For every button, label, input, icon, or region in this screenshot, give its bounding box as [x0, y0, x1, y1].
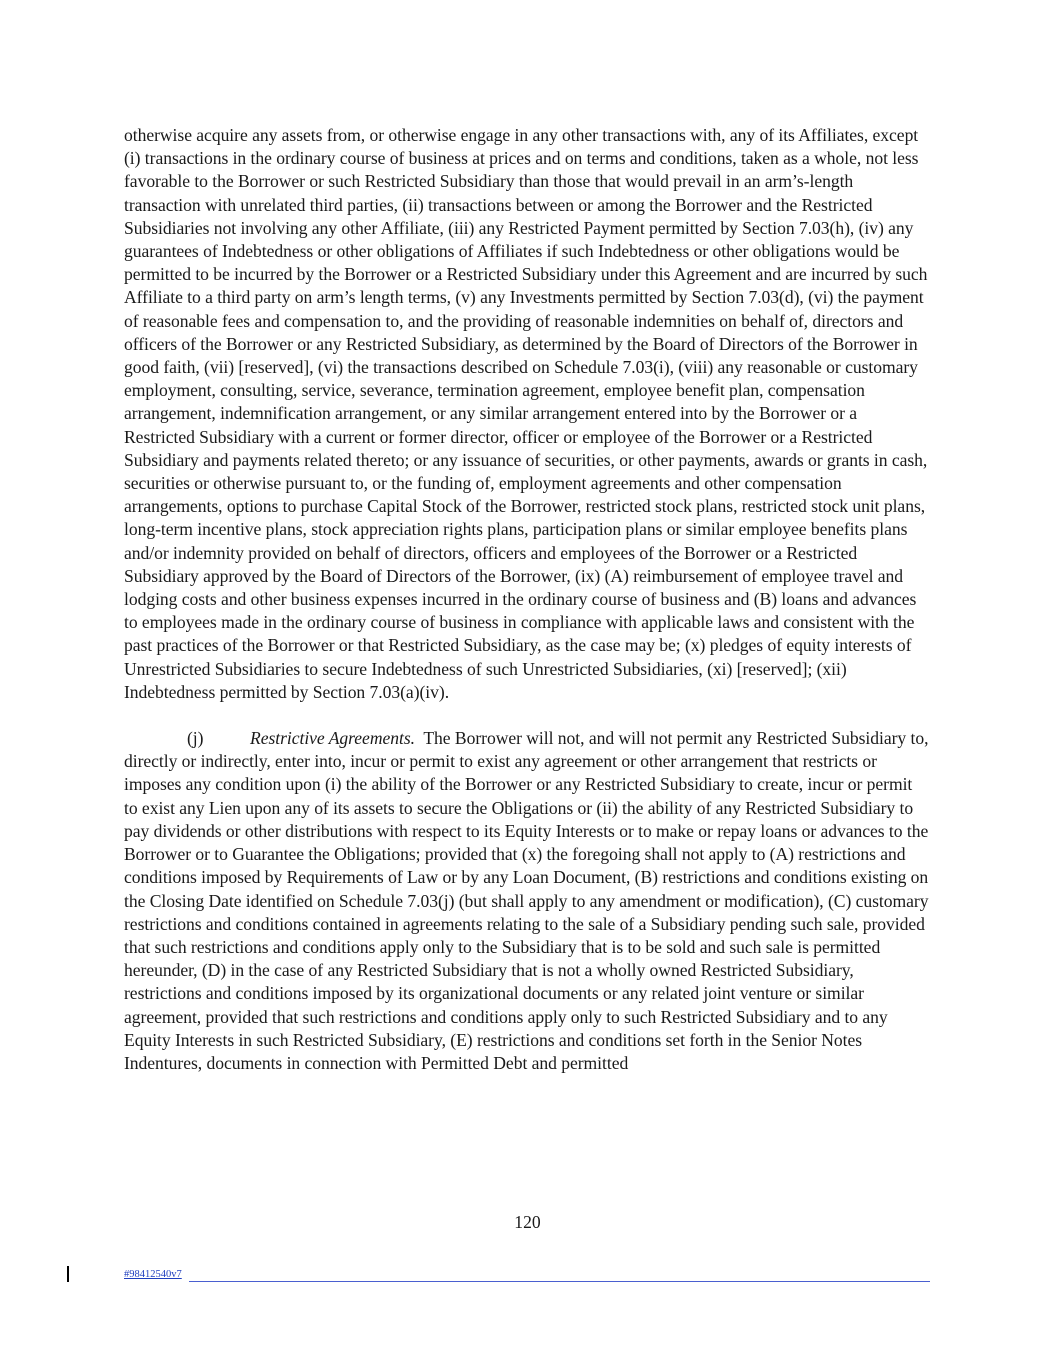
footer-rule	[189, 1281, 930, 1282]
section-text: The Borrower will not, and will not permit any Restricted Subsidiary to, directly or indirectly, enter into, incur or permit to exist any agreement or other arrangement that restricts or imposes any condition upon (i) the ability of the Borrower or any Restricted Subsidiary to create, incur or permit to exist any Lien upon any of its assets to secure the Obligations or (ii) the ability of any Restricted Subsidiary to pay dividends or other distributions with respect to its Equity Interests or to make or repay loans or advances to the Borrower or to Guarantee the Obligations; provided that (x) the foregoing shall not apply to (A) restrictions and conditions imposed by Requirements of Law or by any Loan Document, (B) restrictions and conditions existing on the Closing Date identified on Schedule 7.03(j) (but shall apply to any amendment or modification), (C) customary restrictions and conditions contained in agreements relating to the sale of a Subsidiary pending such sale, provided that such restrictions and conditions apply only to the Subsidiary that is to be sold and such sale is permitted hereunder, (D) in the case of any Restricted Subsidiary that is not a wholly owned Restricted Subsidiary, restrictions and conditions imposed by its organizational documents or any related joint venture or similar agreement, provided that such restrictions and conditions apply only to such Restricted Subsidiary and to any Equity Interests in such Restricted Subsidiary, (E) restrictions and conditions set forth in the Senior Notes Indentures, documents in connection with Permitted Debt and permitted	[124, 728, 929, 1073]
page-body	[124, 124, 930, 1075]
section-label: (j)	[187, 728, 204, 749]
document-id: #98412540v7	[124, 1269, 182, 1280]
revision-change-bar	[67, 1266, 69, 1282]
page-number: 120	[514, 1212, 541, 1232]
section-heading: Restrictive Agreements.	[250, 728, 415, 749]
paragraph-restrictive-agreements	[124, 727, 930, 1075]
paragraph-affiliate-transactions: otherwise acquire any assets from, or otherwise engage in any other transactions with, any of its Affiliates, except (i) transactions in the ordinary course of business at prices and on terms and conditions, taken as a whole, not less favorable to the Borrower or such Restricted Subsidiary than those that would prevail in an arm’s-length transaction with unrelated third parties, (ii) transactions between or among the Borrower and the Restricted Subsidiaries not involving any other Affiliate, (iii) any Restricted Payment permitted by Section 7.03(h), (iv) any guarantees of Indebtedness or other obligations of Affiliates if such Indebtedness or other obligations would be permitted to be incurred by the Borrower or a Restricted Subsidiary under this Agreement and are incurred by such Affiliate to a third party on arm’s length terms, (v) any Investments permitted by Section 7.03(d), (vi) the payment of reasonable fees and compensation to, and the providing of reasonable indemnities on behalf of, directors and officers of the Borrower or any Restricted Subsidiary, as determined by the Board of Directors of the Borrower in good faith, (vii) [reserved], (vi) the transactions described on Schedule 7.03(i), (viii) any reasonable or customary employment, consulting, service, severance, termination agreement, employee benefit plan, compensation arrangement, indemnification arrangement, or any similar arrangement entered into by the Borrower or a Restricted Subsidiary with a current or former director, officer or employee of the Borrower or a Restricted Subsidiary and payments related thereto; or any issuance of securities, or other payments, awards or grants in cash, securities or otherwise pursuant to, or the funding of, employment agreements and other compensation arrangements, options to purchase Capital Stock of the Borrower, restricted stock plans, restricted stock unit plans, long-term incentive plans, stock appreciation rights plans, participation plans or similar employee benefits plans and/or indemnity provided on behalf of directors, officers and employees of the Borrower or a Restricted Subsidiary approved by the Board of Directors of the Borrower, (ix) (A) reimbursement of employee travel and lodging costs and other business expenses incurred in the ordinary course of business and (B) loans and advances to employees made in the ordinary course of business in compliance with applicable laws and consistent with the past practices of the Borrower or that Restricted Subsidiary, as the case may be; (x) pledges of equity interests of Unrestricted Subsidiaries to secure Indebtedness of such Unrestricted Subsidiaries, (xi) [reserved]; (xii) Indebtedness permitted by Section 7.03(a)(iv).	[124, 125, 928, 702]
